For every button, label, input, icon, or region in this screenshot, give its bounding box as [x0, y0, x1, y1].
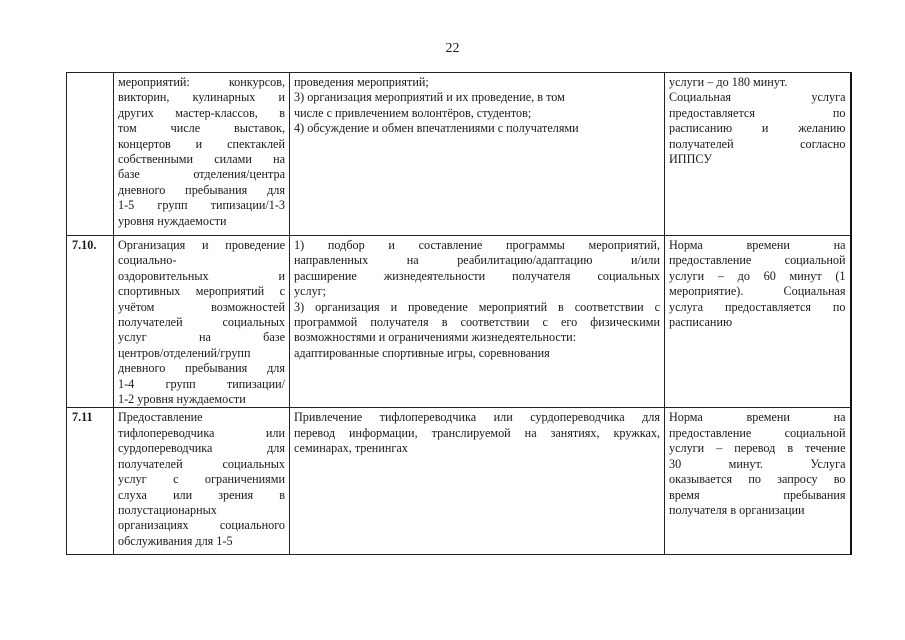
cell-text-line: предоставляется по	[669, 105, 846, 120]
row-number-cell: 7.11	[67, 408, 114, 555]
cell-text-line: услуг на базе	[118, 330, 285, 345]
cell-text-line: полустационарных	[118, 502, 217, 517]
cell-text-line: услуги – перевод в течение	[669, 441, 846, 456]
cell-text-line: 1-5 групп типизации/1-3	[118, 198, 285, 213]
cell-text-line: слуха или зрения в	[118, 487, 285, 502]
cell-text-line: семинарах, тренингах	[294, 441, 408, 456]
service-name-cell	[114, 408, 290, 555]
service-name-cell	[114, 73, 290, 236]
cell-text-line: программой получателя в соответствии с его физическими	[294, 315, 660, 330]
cell-text-line: базе отделения/центра	[118, 167, 285, 182]
cell-text-line: центров/отделений/групп	[118, 345, 251, 360]
cell-text-line: получателей согласно	[669, 136, 846, 151]
cell-text-line: числе с привлечением волонтёров, студентов;	[294, 105, 532, 120]
cell-text-line: спортивных мероприятий с	[118, 284, 285, 299]
cell-text-line: Норма времени на	[669, 410, 846, 425]
cell-text-line: 3) организация мероприятий и их проведение, в том	[294, 90, 565, 105]
cell-text-line: услуги – до 180 минут.	[669, 75, 788, 89]
cell-text-line: мероприятие). Социальная	[669, 284, 846, 299]
cell-text-line: услуг с ограничениями	[118, 472, 285, 487]
cell-text-line: возможностями и ограничениями жизнедеятельности:	[294, 330, 577, 345]
cell-text-line: уровня нуждаемости	[118, 213, 227, 228]
cell-text-line: расписанию и желанию	[669, 121, 846, 136]
cell-text-line: предоставление социальной	[669, 425, 846, 440]
cell-text-line: расширение жизнедеятельности получателя социальных	[294, 268, 660, 283]
cell-text-line: мероприятий: конкурсов,	[118, 75, 285, 89]
cell-text-line: концертов и спектаклей	[118, 136, 285, 151]
cell-text-line: услуга предоставляется по	[669, 299, 846, 314]
table-row	[67, 408, 851, 555]
cell-text-line: собственными силами на	[118, 152, 285, 167]
cell-text-line: получателя в организации	[669, 502, 805, 517]
cell-text-line: оздоровительных и	[118, 268, 285, 283]
cell-text-line: оказывается по запросу во	[669, 472, 846, 487]
row-number-cell	[67, 73, 114, 236]
service-content-cell	[290, 73, 665, 236]
cell-text-line: 3) организация и проведение мероприятий в соответствии с	[294, 299, 660, 314]
cell-text-line: ИППСУ	[669, 152, 713, 167]
cell-text-line: социально-	[118, 253, 177, 268]
cell-text-line: дневного пребывания для	[118, 182, 285, 197]
cell-text-line: других мастер-классов, в	[118, 105, 285, 120]
services-table	[66, 72, 852, 555]
row-number-cell: 7.10.	[67, 236, 114, 408]
time-norm-cell	[665, 73, 851, 236]
cell-text-line: Социальная услуга	[669, 90, 846, 105]
cell-text-line: проведения мероприятий;	[294, 75, 429, 89]
cell-text-line: 4) обсуждение и обмен впечатлениями с получателями	[294, 121, 579, 136]
cell-text-line: Норма времени на	[669, 238, 846, 252]
cell-text-line: получателей социальных	[118, 456, 285, 471]
cell-text-line: тифлопереводчика или	[118, 425, 285, 440]
cell-text-line: Организация и проведение	[118, 238, 285, 252]
cell-text-line: расписанию	[669, 315, 733, 330]
time-norm-cell	[665, 408, 851, 555]
cell-text-line: организациях социального	[118, 518, 285, 533]
service-content-cell	[290, 408, 665, 555]
cell-text-line: том числе выставок,	[118, 121, 285, 136]
cell-text-line: 1-2 уровня нуждаемости	[118, 392, 246, 407]
cell-text-line: Предоставление	[118, 410, 203, 425]
cell-text-line: адаптированные спортивные игры, соревнования	[294, 345, 550, 360]
cell-text-line: услуги – до 60 минут (1	[669, 268, 846, 283]
cell-text-line: викторин, кулинарных и	[118, 90, 285, 105]
page-number: 22	[445, 41, 460, 56]
table-row	[67, 73, 851, 236]
cell-text-line: предоставление социальной	[669, 253, 846, 268]
cell-text-line: перевод информации, транслируемой на занятиях, кружках,	[294, 425, 660, 440]
table-row	[67, 236, 851, 408]
cell-text-line: сурдопереводчика для	[118, 441, 285, 456]
service-content-cell	[290, 236, 665, 408]
cell-text-line: 1) подбор и составление программы мероприятий,	[294, 238, 660, 252]
cell-text-line: направленных на реабилитацию/адаптацию и/или	[294, 253, 660, 268]
cell-text-line: 1-4 групп типизации/	[118, 376, 285, 391]
cell-text-line: Привлечение тифлопереводчика или сурдопереводчика для	[294, 410, 660, 425]
cell-text-line: получателей социальных	[118, 315, 285, 330]
cell-text-line: дневного пребывания для	[118, 361, 285, 376]
cell-text-line: обслуживания для 1-5	[118, 533, 233, 548]
cell-text-line: услуг;	[294, 284, 327, 299]
cell-text-line: учётом возможностей	[118, 299, 285, 314]
time-norm-cell	[665, 236, 851, 408]
cell-text-line: время пребывания	[669, 487, 846, 502]
cell-text-line: 30 минут. Услуга	[669, 456, 846, 471]
service-name-cell	[114, 236, 290, 408]
